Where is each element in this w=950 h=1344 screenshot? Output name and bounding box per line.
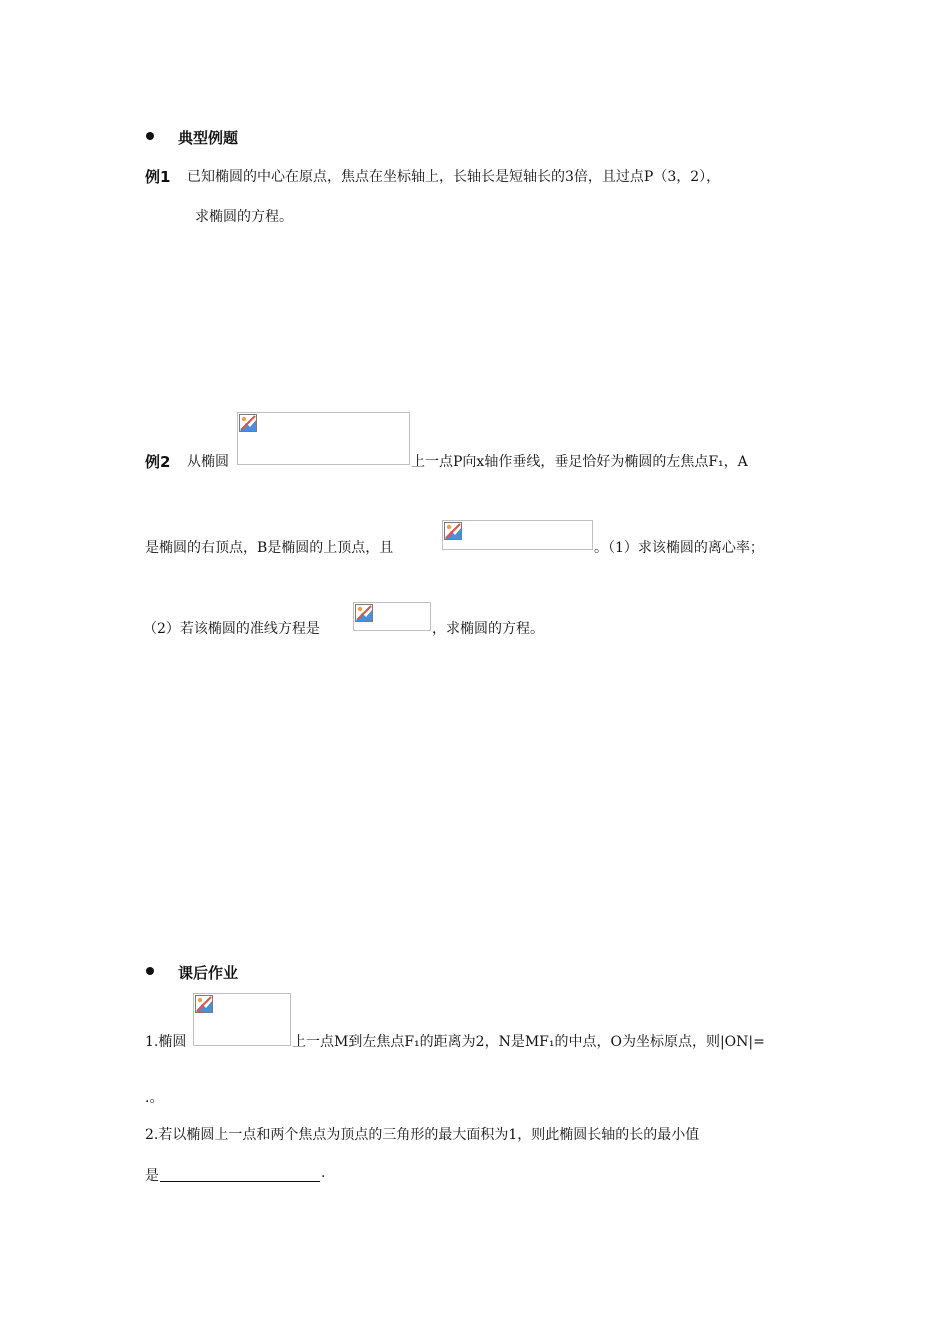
equation-image-ellipse (237, 412, 410, 465)
example2-line2-pre: 是椭圆的右顶点，B是椭圆的上顶点，且 (145, 540, 394, 556)
equation-image-condition (442, 520, 593, 550)
bullet-icon (146, 132, 154, 140)
homework-q2-line1: 2.若以椭圆上一点和两个焦点为顶点的三角形的最大面积为1，则此椭圆长轴的长的最小值 (145, 1127, 700, 1143)
homework-q1-end: .。 (145, 1090, 164, 1106)
example2-line3-post: ，求椭圆的方程。 (432, 621, 544, 637)
section-title-examples: 典型例题 (178, 129, 239, 147)
homework-q2-line2-pre: 是 (145, 1168, 159, 1184)
example1-line1: 已知椭圆的中心在原点，焦点在坐标轴上，长轴长是短轴长的3倍，且过点P（3，2）， (187, 169, 721, 185)
broken-image-icon (195, 995, 213, 1013)
example2-line2-post: 。（1）求该椭圆的离心率； (594, 540, 764, 556)
example2-line3-pre: （2）若该椭圆的准线方程是 (143, 621, 320, 637)
equation-image-directrix (353, 602, 431, 631)
answer-blank-line[interactable] (160, 1181, 320, 1182)
example1-line2: 求椭圆的方程。 (195, 209, 293, 225)
bullet-icon (146, 967, 154, 975)
section-title-homework: 课后作业 (178, 964, 239, 982)
equation-image-homework1 (193, 993, 291, 1046)
example1-label: 例1 (145, 168, 171, 186)
broken-image-icon (444, 522, 462, 540)
homework-q1-pre: 1.椭圆 (145, 1034, 187, 1050)
example2-label: 例2 (145, 453, 171, 471)
homework-q1-post: 上一点M到左焦点F₁的距离为2，N是MF₁的中点，O为坐标原点，则|ON|= (292, 1034, 765, 1050)
broken-image-icon (355, 604, 373, 622)
broken-image-icon (239, 414, 257, 432)
example2-line1-pre: 从椭圆 (187, 454, 229, 470)
homework-q2-line2-post: . (321, 1165, 326, 1181)
example2-line1-post: 上一点P向x轴作垂线，垂足恰好为椭圆的左焦点F₁，A (411, 454, 748, 470)
